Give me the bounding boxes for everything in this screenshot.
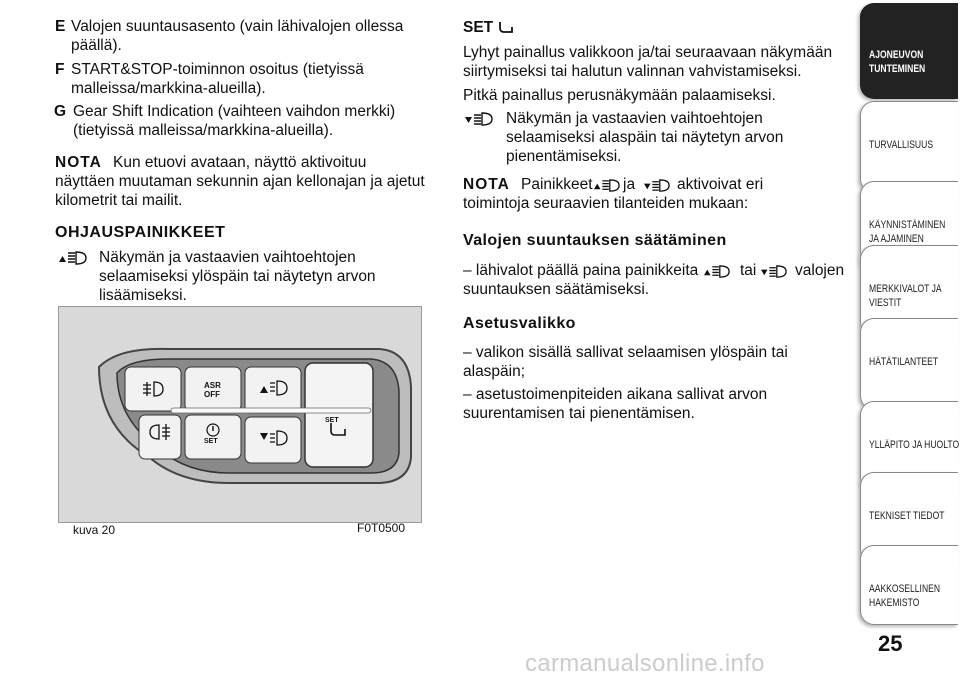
item-f-line1: START&STOP-toiminnon osoitus (tietyissä — [71, 61, 364, 78]
set-return-icon — [497, 20, 515, 41]
tab-label-line1: TURVALLISUUS — [869, 139, 934, 151]
tab-label-line1: YLLÄPITO JA HUOLTO — [869, 439, 960, 451]
control-panel-figure — [58, 306, 422, 523]
headlight-down-icon — [761, 264, 787, 284]
headlight-up-icon — [704, 264, 730, 284]
up-desc-line3: lisäämiseksi. — [99, 287, 187, 304]
down-desc-line2: selaamiseksi alaspäin tai näytetyn arvon — [506, 129, 784, 146]
set-desc-line1: Lyhyt painallus valikkoon ja/tai seuraavaan näkymään — [463, 44, 833, 61]
tab-label-line2: HAKEMISTO — [869, 597, 920, 609]
nota-line3: kilometrit tai mailit. — [55, 192, 183, 209]
p1-line2: suuntauksen säätämiseksi. — [463, 281, 650, 298]
p1-text-a: – lähivalot päällä paina painikkeita — [463, 262, 699, 279]
up-desc-line2: selaamiseksi ylöspäin tai näytetyn arvon — [99, 268, 376, 285]
nota2-text-c: aktivoivat eri — [677, 176, 764, 193]
p3-line1: – asetustoimenpiteiden aikana sallivat arvon — [463, 386, 768, 403]
item-letter-e: E — [55, 18, 66, 35]
item-g-line1: Gear Shift Indication (vaihteen vaihdon merkki) — [73, 103, 396, 120]
set-label: SET — [463, 19, 494, 36]
set-big-label: SET — [325, 417, 339, 424]
item-e-line1: Valojen suuntausasento (vain lähivalojen ollessa — [71, 18, 404, 35]
nota2-line2: toimintoja seuraavien tilanteiden mukaan: — [463, 195, 749, 212]
item-e-line2: päällä). — [71, 37, 122, 54]
tab-label-line1: AJONEUVON — [869, 49, 924, 61]
nota-label: NOTA — [55, 154, 102, 171]
watermark: carmanualsonline.info — [525, 650, 765, 677]
down-desc-line1: Näkymän ja vastaavien vaihtoehtojen — [506, 110, 763, 127]
set-desc-line2: siirtymiseksi tai halutun valinnan vahvistamiseksi. — [463, 63, 802, 80]
item-g-line2: (tietyissä malleissa/markkina-alueilla). — [73, 122, 334, 139]
tab-label-line2: VIESTIT — [869, 297, 902, 309]
nota2-text-a: Painikkeet — [521, 176, 593, 193]
figure-code: F0T0500 — [357, 521, 406, 535]
up-desc-line1: Näkymän ja vastaavien vaihtoehtojen — [99, 249, 356, 266]
nota-line1: Kun etuovi avataan, näyttö aktivoituu — [113, 154, 367, 171]
startstop-set-label: SET — [204, 438, 218, 445]
figure-caption: kuva 20 — [73, 523, 116, 537]
page-number: 25 — [878, 631, 903, 656]
tab-label-line1: KÄYNNISTÄMINEN — [869, 219, 946, 231]
tab-hakemisto[interactable] — [860, 545, 958, 625]
tab-label-line2: TUNTEMINEN — [869, 63, 926, 75]
tab-ajoneuvon-tunteminen[interactable] — [860, 3, 958, 99]
set-desc-line3: Pitkä painallus perusnäkymään palaamiseksi. — [463, 87, 776, 104]
asr-label-2: OFF — [204, 390, 220, 399]
p2-line1: – valikon sisällä sallivat selaamisen ylöspäin tai — [463, 344, 788, 361]
chapter-tabs — [858, 0, 960, 678]
tab-label-line1: TEKNISET TIEDOT — [869, 510, 945, 522]
headlight-down-icon — [465, 111, 493, 132]
heading-headlight-adjust: Valojen suuntauksen säätäminen — [463, 232, 727, 249]
heading-settings-menu: Asetusvalikko — [463, 315, 576, 332]
item-f-line2: malleissa/markkina-alueilla). — [71, 80, 266, 97]
control-panel-illustration — [59, 307, 421, 522]
p2-line2: alaspäin; — [463, 363, 526, 380]
asr-label-1: ASR — [204, 381, 221, 390]
nota2-label: NOTA — [463, 176, 510, 193]
tab-label-line1: MERKKIVALOT JA — [869, 283, 942, 295]
section-title: OHJAUSPAINIKKEET — [55, 224, 226, 241]
tab-turvallisuus[interactable] — [860, 101, 958, 193]
nota-line2: näyttäen muutaman sekunnin ajan kellonajan ja ajetut — [55, 173, 425, 190]
tab-label-line2: JA AJAMINEN — [869, 233, 924, 245]
headlight-up-icon — [59, 250, 87, 271]
tab-label-line1: HÄTÄTILANTEET — [869, 356, 939, 368]
p1-text-c: valojen — [795, 262, 845, 279]
down-desc-line3: pienentämiseksi. — [506, 148, 622, 165]
tab-label-line1: AAKKOSELLINEN — [869, 583, 941, 595]
tab-hatatilanteet[interactable] — [860, 318, 958, 410]
nota2-text-b: ja — [623, 176, 636, 193]
p3-line2: suurentamisen tai pienentämisen. — [463, 405, 695, 422]
item-letter-g: G — [54, 103, 67, 120]
item-letter-f: F — [55, 61, 65, 78]
p1-text-b: tai — [740, 262, 757, 279]
